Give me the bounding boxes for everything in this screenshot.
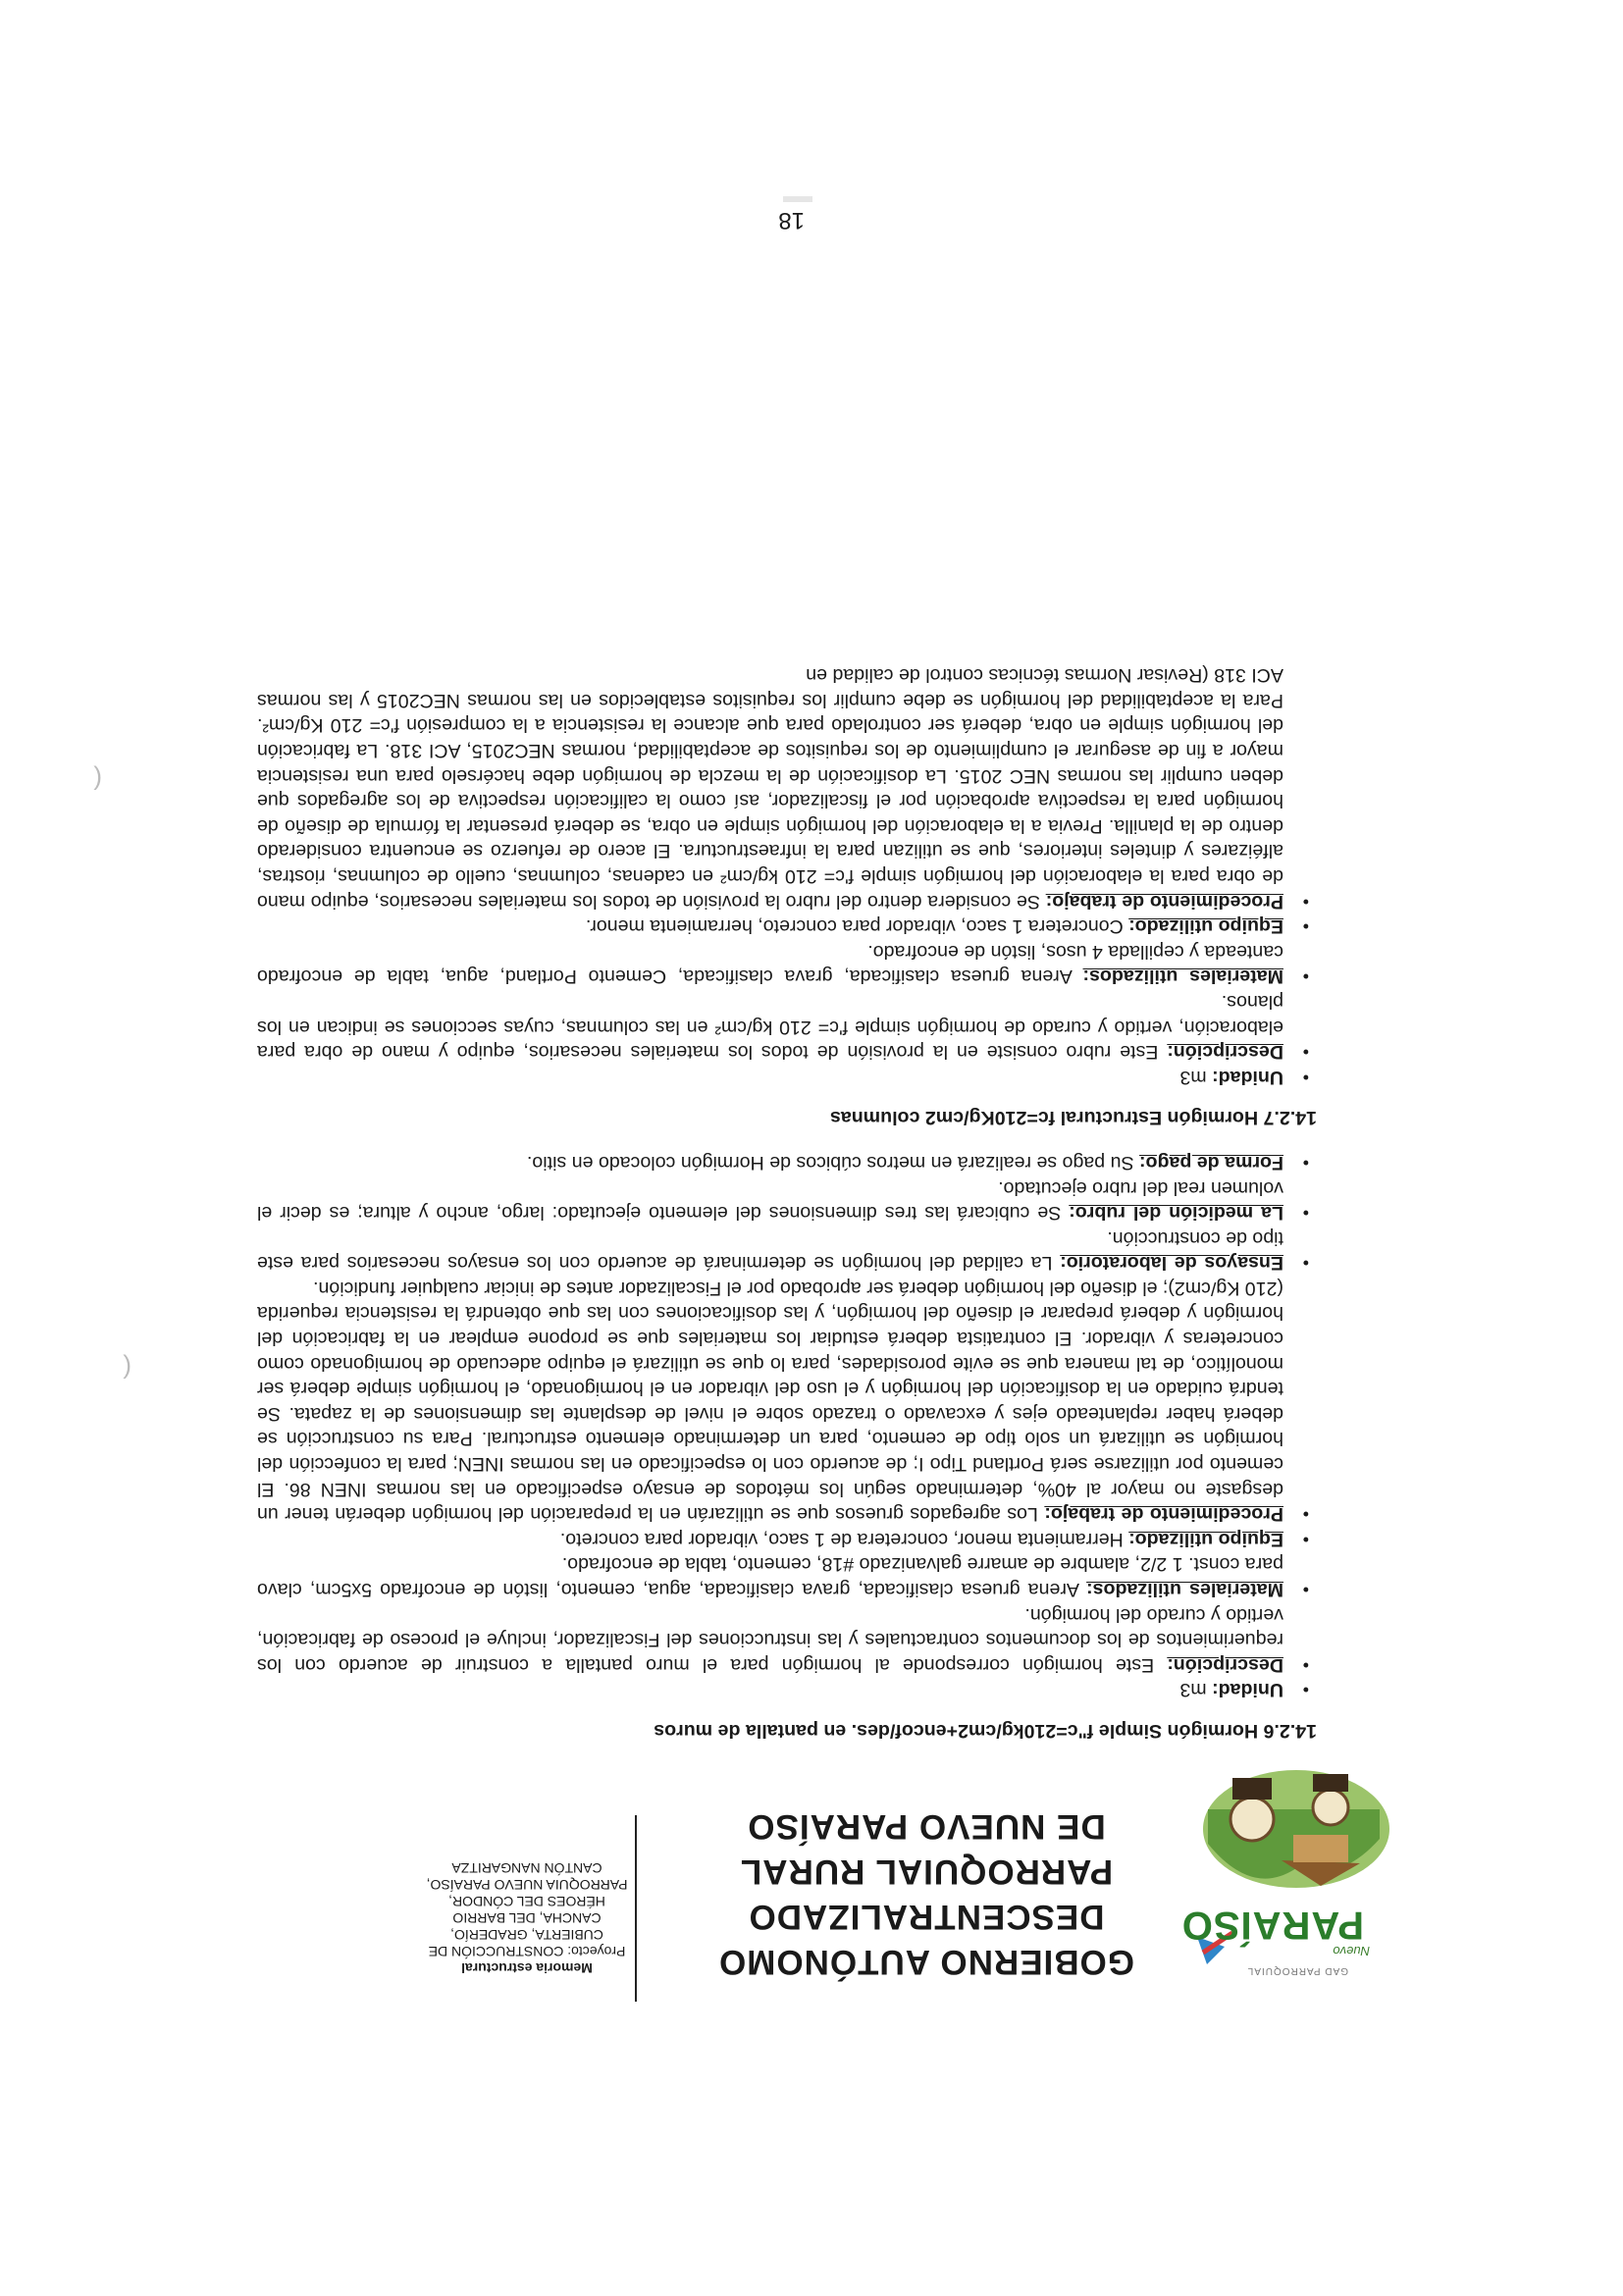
institution-title — [652, 1803, 1201, 1984]
gad-logo — [1180, 1765, 1399, 1976]
item-text: Herramienta menor, concretera de 1 saco, vibrador para concreto. — [559, 1528, 1129, 1550]
list-item — [257, 1551, 1283, 1601]
list-item — [257, 1677, 1283, 1702]
institution-title-line-2: DESCENTRALIZADO PARROQUIAL RURAL — [739, 1852, 1114, 1936]
item-text: Arena gruesa clasificada, grava clasificada, agua, cemento, listón de encofrado 5x5cm, clavo para const. 1 2/2, alambre de amarre galvanizado #18, cemento, tabla de encofrado. — [257, 1553, 1283, 1601]
project-description: Proyecto: CONSTRUCCIÓN DE CUBIERTA, GRADERÍO, CANCHA, DEL BARRIO HÉROES DEL CÓNDOR, PARROQUIA NUEVO PARAÍSO, CANTÓN NANGARITZA — [426, 1860, 628, 1959]
institution-title-line-3: DE NUEVO PARAÍSO — [747, 1807, 1106, 1846]
logo-small-text: GAD PARROQUIAL — [1246, 1965, 1348, 1976]
item-label: Descripción: — [1167, 1041, 1283, 1064]
page-number: 18 — [778, 207, 805, 234]
item-text: Este rubro consiste en la provisión de todos los materiales necesarios, equipo y mano de obra para elaboración, vertido y curado de hormigón simple f'c= 210 kg/cm² en las columnas, cuyas secciones se indican en los planos. — [257, 990, 1283, 1064]
list-item — [257, 1174, 1283, 1225]
item-label: Unidad: — [1212, 1066, 1283, 1088]
list-item — [257, 1225, 1283, 1275]
list-item — [257, 913, 1283, 939]
item-label: Materiales utilizados: — [1082, 965, 1283, 988]
list-item — [257, 1149, 1283, 1174]
item-label: Descripción: — [1167, 1653, 1283, 1676]
list-item — [257, 1275, 1283, 1526]
item-label: Equipo utilizado: — [1128, 1528, 1283, 1550]
logo-nuevo-text: Nuevo — [1333, 1944, 1370, 1958]
scan-mark: ( — [93, 765, 102, 795]
item-label: Unidad: — [1212, 1679, 1283, 1701]
list-item — [257, 938, 1283, 988]
section-list-14-2-7 — [257, 662, 1317, 1089]
item-label: Procedimiento de trabajo: — [1045, 890, 1283, 913]
item-text: Su pago se realizará en metros cúbicos de Hormigón colocado en sitio. — [526, 1151, 1140, 1174]
project-info — [424, 1859, 630, 1976]
list-item — [257, 988, 1283, 1064]
item-label: Forma de pago: — [1139, 1151, 1283, 1174]
item-label: Ensayos de laboratorio: — [1060, 1252, 1283, 1275]
item-text: Este hormigón corresponde al hormigón para el muro pantalla a construir de acuerdo con los requerimientos de los documentos contractuales y las instrucciones del Fiscalizador, incluye el proceso de fabricación, vertido y curado del hormigón. — [257, 1603, 1283, 1676]
item-text: m3 — [1179, 1066, 1213, 1088]
item-text: La calidad del hormigón se determinará de acuerdo con los ensayos necesarios para este tipo de construcción. — [257, 1226, 1283, 1275]
section-title-14-2-6: 14.2.6 Hormigón Simple f"c=210kg/cm2+encof/des. en pantalla de muros — [654, 1720, 1317, 1742]
logo-paraiso-text: PARAÍSO — [1180, 1904, 1364, 1947]
list-item — [257, 1064, 1283, 1089]
item-text: m3 — [1179, 1679, 1213, 1701]
section-list-14-2-6 — [257, 1149, 1317, 1701]
item-text: Arena gruesa clasificada, grava clasificada, Cemento Portland, agua, tabla de encofrado canteada y cepillada 4 usos, listón de encofrado. — [257, 940, 1283, 988]
item-label: La medición del rubro: — [1069, 1202, 1283, 1225]
scan-mark: ( — [123, 1354, 131, 1383]
document-type: Memoria estructural — [461, 1960, 593, 1976]
page-stamp — [783, 196, 812, 202]
list-item — [257, 1526, 1283, 1551]
item-label: Materiales utilizados: — [1086, 1579, 1283, 1601]
item-text: Se considera dentro del rubro la provisión de todos los materiales necesarios, equipo mano de obra para la elaboración del hormigón simple f'c= 210 kg/cm² en cadenas, columnas, cuello de columnas, riostras, alféizares y dinteles interiores, que se utilizan para la infraestructura. El acero de refuerzo se encuentra considerado dentro de la planilla. Previa a la elaboración del hormigón simple en obra, se deberá presentar la fórmula de diseño de hormigón para la respectiva aprobación por el fiscalizador, así como la calificación respectiva de los agregados que deben cumplir las normas NEC 2015. La dosificación de la mezcla de hormigón debe hacérselo para una resistencia mayor a fin de asegurar el cumplimiento de los requisitos de aceptabilidad, normas NEC2015, ACI 318. La fabricación del hormigón simple en obra, deberá ser controlado para que alcance la resistencia a la compresión f'c= 210 Kg/cm². Para la aceptabilidad del hormigón se debe cumplir los requisitos establecidos en las normas NEC2015 y las normas ACI 318 (Revisar Normas técnicas control de calidad en — [256, 664, 1283, 913]
header-divider — [635, 1815, 637, 2002]
document-body — [257, 662, 1317, 1743]
item-text: Los agregados gruesos que se utilizarán en la preparación del hormigón deberán tener un desgaste no mayor al 40%, determinado según los métodos de ensayo especificado en las normas INEN 86. El cemento por utilizarse será Portland Tipo I; de acuerdo con lo especificado en las normas INEN; para la confección del hormigón se utilizará un solo tipo de cemento, para un determinado elemento estructural. Para su construcción se deberá haber replanteado ejes y excavado o trazado sobre el nivel de desplante las dimensiones de la zapata. Se tendrá cuidado en la dosificación del hormigón y el uso del vibrador en el hormigonado, el hormigón simple deberá ser monolítico, de tal manera que se evite porosidades, para lo que se utilizará el equipo adecuado de hormigonado como concreteras y vibrador. El contratista deberá estudiar los materiales que se propone emplear en la fabricación del hormigón y deberá preparar el diseño del hormigón, y las dosificaciones con las que obtendrá la resistencia requerida (210 Kg/cm2); el diseño del hormigón deberá ser aprobado por el Fiscalizador antes de iniciar cualquier fundición. — [257, 1277, 1283, 1526]
institution-title-line-1: GOBIERNO AUTÓNOMO — [717, 1943, 1135, 1981]
item-label: Equipo utilizado: — [1128, 915, 1283, 938]
item-label: Procedimiento de trabajo: — [1044, 1503, 1283, 1526]
item-text: Se cubicará las tres dimensiones del elemento ejecutado: largo, ancho y altura; es decir el volumen real del rubro ejecutado. — [257, 1176, 1283, 1225]
list-item — [257, 662, 1283, 913]
item-text: Concretera 1 saco, vibrador para concreto, herramienta menor. — [585, 915, 1129, 938]
list-item — [257, 1601, 1283, 1677]
section-title-14-2-7: 14.2.7 Hormigón Estructural fc=210Kg/cm2 columnas — [829, 1107, 1317, 1129]
